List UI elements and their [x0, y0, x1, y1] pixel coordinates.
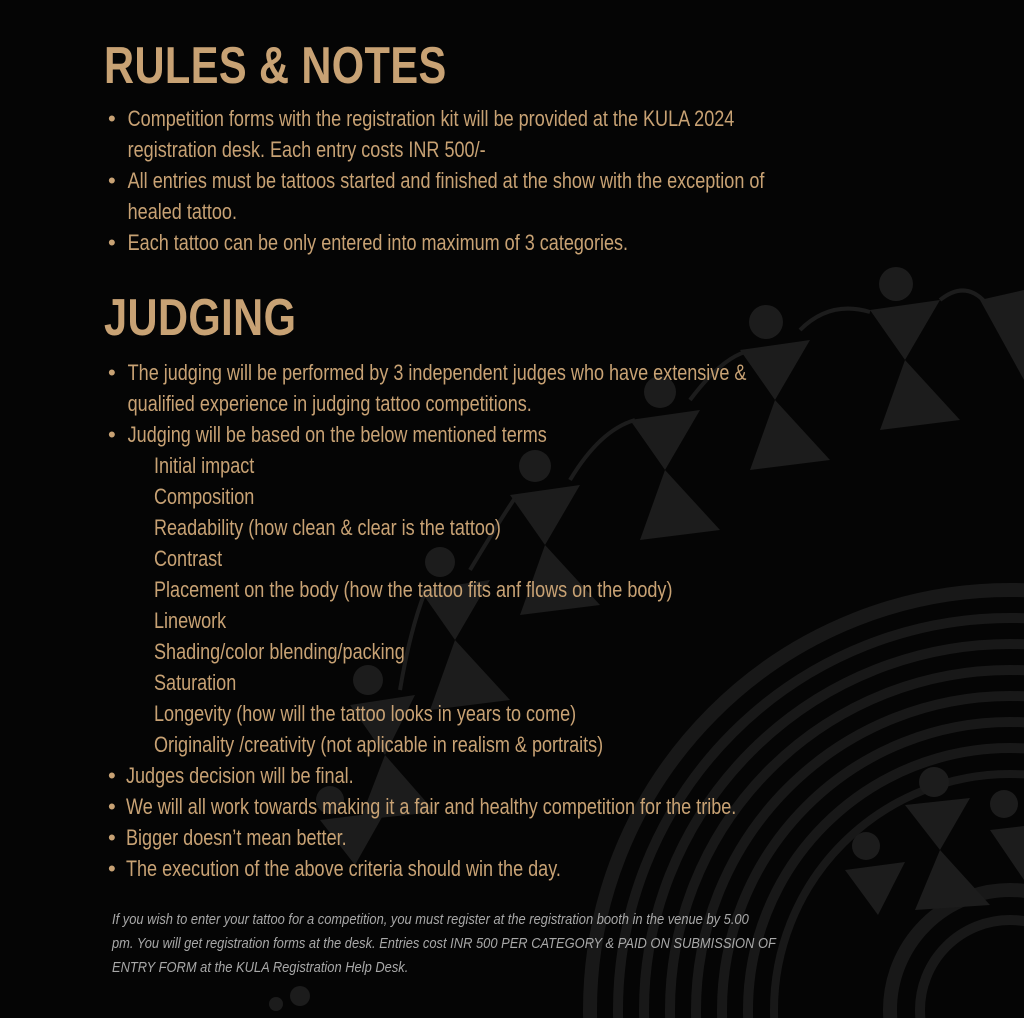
list-item — [108, 227, 905, 258]
registration-footnote — [112, 908, 869, 980]
judging-terms-list — [126, 450, 883, 760]
list-item — [108, 853, 883, 884]
list-item-text: healed tattoo. — [127, 199, 237, 224]
list-item-text: Judging will be based on the below mentioned terms — [127, 422, 547, 447]
judging-list — [108, 357, 883, 884]
bullet: • — [108, 360, 116, 385]
list-item-text: Judges decision will be final. — [126, 763, 354, 788]
judging-term: Originality /creativity (not aplicable in realism & portraits) — [154, 732, 604, 757]
bullet: • — [108, 230, 116, 255]
list-item-text: qualified experience in judging tattoo competitions. — [127, 391, 532, 416]
list-item-text: Bigger doesn’t mean better. — [126, 825, 347, 850]
list-item-text: The judging will be performed by 3 independent judges who have extensive & — [127, 360, 747, 385]
bullet: • — [108, 763, 116, 788]
footnote-line: ENTRY FORM at the KULA Registration Help Desk. — [112, 959, 409, 976]
judging-term: Saturation — [154, 670, 237, 695]
bullet: • — [108, 856, 116, 881]
list-item-text: The execution of the above criteria should win the day. — [126, 856, 561, 881]
list-item — [108, 103, 905, 165]
judging-term: Readability (how clean & clear is the tattoo) — [154, 515, 501, 540]
judging-term: Contrast — [154, 546, 223, 571]
list-item — [108, 419, 883, 760]
bullet: • — [108, 422, 116, 447]
list-item — [108, 791, 883, 822]
list-item — [108, 760, 883, 791]
list-item — [108, 165, 905, 227]
bullet: • — [108, 794, 116, 819]
judging-term: Composition — [154, 484, 255, 509]
judging-term: Longevity (how will the tattoo looks in years to come) — [154, 701, 577, 726]
judging-term: Placement on the body (how the tattoo fits anf flows on the body) — [154, 577, 673, 602]
judging-term: Linework — [154, 608, 227, 633]
list-item — [108, 357, 883, 419]
bullet: • — [108, 168, 116, 193]
footnote-line: If you wish to enter your tattoo for a competition, you must register at the registration booth in the venue by 5.00 — [112, 911, 749, 928]
list-item-text: Competition forms with the registration kit will be provided at the KULA 2024 — [127, 106, 735, 131]
list-item-text: All entries must be tattoos started and finished at the show with the exception of — [127, 168, 765, 193]
rules-list — [108, 103, 905, 258]
rules-heading: RULES & NOTES — [104, 37, 447, 95]
bullet: • — [108, 825, 116, 850]
bullet: • — [108, 106, 116, 131]
judging-heading: JUDGING — [104, 289, 297, 347]
footnote-line: pm. You will get registration forms at the desk. Entries cost INR 500 PER CATEGORY & PAID ON SUBMISSION OF — [112, 935, 776, 952]
list-item-text: Each tattoo can be only entered into maximum of 3 categories. — [127, 230, 629, 255]
judging-term: Shading/color blending/packing — [154, 639, 405, 664]
judging-term: Initial impact — [154, 453, 255, 478]
list-item-text: registration desk. Each entry costs INR 500/- — [127, 137, 486, 162]
list-item — [108, 822, 883, 853]
list-item-text: We will all work towards making it a fair and healthy competition for the tribe. — [126, 794, 737, 819]
